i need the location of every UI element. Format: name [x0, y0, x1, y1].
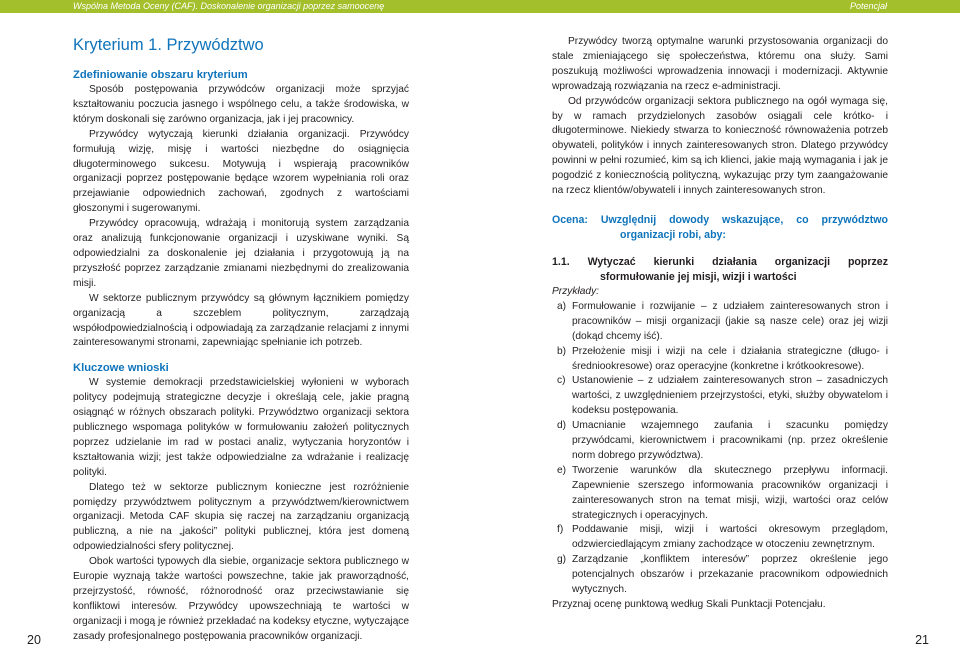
spacer [552, 243, 888, 255]
assessment-instruction [552, 213, 888, 243]
page-title: Kryterium 1. Przywództwo [73, 36, 264, 54]
subcriterion-text: Wytyczać kierunki działania organizacji poprzez sformułowanie jej misji, wizji i wartości [587, 255, 888, 283]
item-text: Zarządzanie „konfliktem interesów” poprzez określenie jego potencjalnych obszarów i przekazanie pracownikom odpowiednich wytycznych. [572, 554, 888, 596]
item-text: Ustanowienie – z udziałem zainteresowanych stron – zasadniczych wartości, z uwzględnieniem przejrzystości, etyki, służby obywatelom i kodeksu postępowania. [572, 375, 888, 417]
list-item [552, 300, 888, 345]
subcriterion-number: 1.1. [552, 255, 570, 268]
closing-instruction: Przyznaj ocenę punktową według Skali Punktacji Potencjału. [552, 599, 826, 610]
item-text: Poddawanie misji, wizji i wartości okresowym przeglądom, odzwierciedlającym zmiany zachodzące w otoczeniu zewnętrznym. [572, 524, 888, 551]
paragraph: Obok wartości typowych dla siebie, organizacje sektora publicznego w Europie wyznają także wartości powszechne, takie jak praworządność, przejrzystość, równość, różnorodność oraz przeciwstawianie się konfliktowi interesów. Przywódcy upowszechniają te wartości w organizacji i mogą je również przekładać na kodeksy etyczne, wytyczające zasady profesjonalnego postępowania pracowników organizacji. [73, 556, 409, 642]
paragraph: Przywódcy wytyczają kierunki działania organizacji. Przywódcy formułują wizję, misję i wartości niezbędne do osiągnięcia długoterminowego sukcesu. Motywują i wspierają pracowników organizacji poprzez postępowanie będące wzorem wypełniania roli oraz przejawianie odpowiednich zachowań, zgodnych z wartościami głoszonymi i sugerowanymi. [73, 128, 409, 215]
list-item [552, 345, 888, 375]
paragraph: Sposób postępowania przywódców organizacji może sprzyjać kształtowaniu poczucia jasnego i wspólnego celu, a także środowiska, w którym doskonali się zarówno organizacja, jak i jej pracownicy. [73, 84, 409, 125]
paragraph: Od przywódców organizacji sektora publicznego na ogół wymaga się, by w ramach przydzielonych zasobów osiągali cele krótko- i długoterminowe. Niekiedy stwarza to konieczność równoważenia potrzeb obywateli, polityków i innych zainteresowanych stron. Dlatego przywódcy powinni w pełni rozumieć, kim są ich klienci, jakie mają wymagania i jak je pogodzić z koniecznością polityczną, wykazując przy tym zaangażowanie na rzecz klientów/obywateli i innych zainteresowanych stron. [552, 95, 888, 197]
left-column [73, 35, 409, 645]
page-number-left: 20 [27, 633, 41, 647]
page-number-right: 21 [915, 633, 929, 647]
header-bar [0, 0, 960, 13]
item-text: Tworzenie warunków dla skutecznego przepływu informacji. Zapewnienie szerszego informowania pracowników organizacji i zainteresowanych stron na temat misji, wizji, wartości oraz celów strategicznych i operacyjnych. [572, 464, 888, 521]
section-heading-definition: Zdefiniowanie obszaru kryterium [73, 69, 248, 81]
item-text: Umacnianie wzajemnego zaufania i szacunku pomiędzy przywódcami, kierownictwem i pracownikami (np. przez określenie norm dobrego przywództwa). [572, 420, 888, 461]
list-item [552, 374, 888, 419]
paragraph: Przywódcy tworzą optymalne warunki przystosowania organizacji do stale zmieniającego się społeczeństwa, któremu ona służy. Sami poszukują możliwości wprowadzenia innowacji i modernizacji. Aktywnie wprowadzają rozwiązania na rzecz e-administracji. [552, 36, 888, 92]
item-label: c) [557, 375, 566, 387]
examples-list [552, 300, 888, 598]
paragraph: W systemie demokracji przedstawicielskiej wyłonieni w wyborach politycy podejmują strategiczne decyzje i określają cele, jakie pragną osiągnąć w różnych obszarach polityki. Przywództwo organizacji sektora publicznego wspomaga polityków w formułowaniu założeń politycznych poprzez udzielanie im rad w postaci analiz, wytyczania horyzontów i kształtowania wizji; jest także odpowiedzialne za wdrażanie i realizację polityki. [73, 377, 409, 478]
list-item [552, 419, 888, 464]
list-item [552, 523, 888, 553]
header-section: Potencjał [849, 1, 887, 11]
item-label: b) [557, 345, 567, 357]
list-item [552, 553, 888, 598]
section-heading-conclusions: Kluczowe wnioski [73, 362, 169, 375]
assessment-text: Uwzględnij dowody wskazujące, co przywództwo organizacji robi, aby: [600, 213, 888, 241]
examples-label: Przykłady: [552, 285, 599, 297]
paragraph: Dlatego też w sektorze publicznym konieczne jest rozróżnienie pomiędzy przywództwem politycznym a przywództwem/kierownictwem organizacji. Metoda CAF skupia się raczej na zarządzaniu organizacją publiczną, a nie na „jakości” polityki publicznej, która jest domeną odpowiedzialności sfery politycznej. [73, 481, 409, 553]
right-column [552, 35, 888, 613]
spacer [552, 199, 888, 213]
assessment-label: Ocena: [552, 213, 588, 226]
item-label: e) [557, 464, 567, 476]
header-title: Wspólna Metoda Oceny (CAF). Doskonalenie organizacji poprzez samoocenę [73, 1, 385, 11]
spacer [73, 351, 409, 361]
item-text: Formułowanie i rozwijanie – z udziałem zainteresowanych stron i pracowników – misji organizacji (jakie są nasze cele) oraz jej wizji (dokąd chcemy iść). [572, 300, 888, 342]
item-text: Przełożenie misji i wizji na cele i działania strategiczne (długo- i średniookresowe) oraz operacyjne (konkretne i krótkookresowe). [572, 345, 888, 372]
subcriterion-heading [552, 255, 888, 285]
list-item [552, 464, 888, 524]
item-label: g) [557, 554, 567, 566]
paragraph: Przywódcy opracowują, wdrażają i monitorują system zarządzania oraz analizują funkcjonowanie organizacji i uzyskiwane wyniki. Są odpowiedzialni za doskonalenie jej działania i przygotowują ją na przyszłość poprzez zarządzanie zmianami niezbędnymi do zrealizowania misji. [73, 218, 409, 289]
paragraph: W sektorze publicznym przywódcy są głównym łącznikiem pomiędzy organizacją a szczeblem politycznym, zarządzają współodpowiedzialnością i odpowiadają za zarządzanie relacjami z innymi zainteresowanymi stronami, zapewniając spełnianie ich potrzeb. [73, 292, 409, 349]
item-label: d) [557, 420, 567, 432]
item-label: f) [557, 524, 564, 536]
item-label: a) [557, 300, 567, 312]
